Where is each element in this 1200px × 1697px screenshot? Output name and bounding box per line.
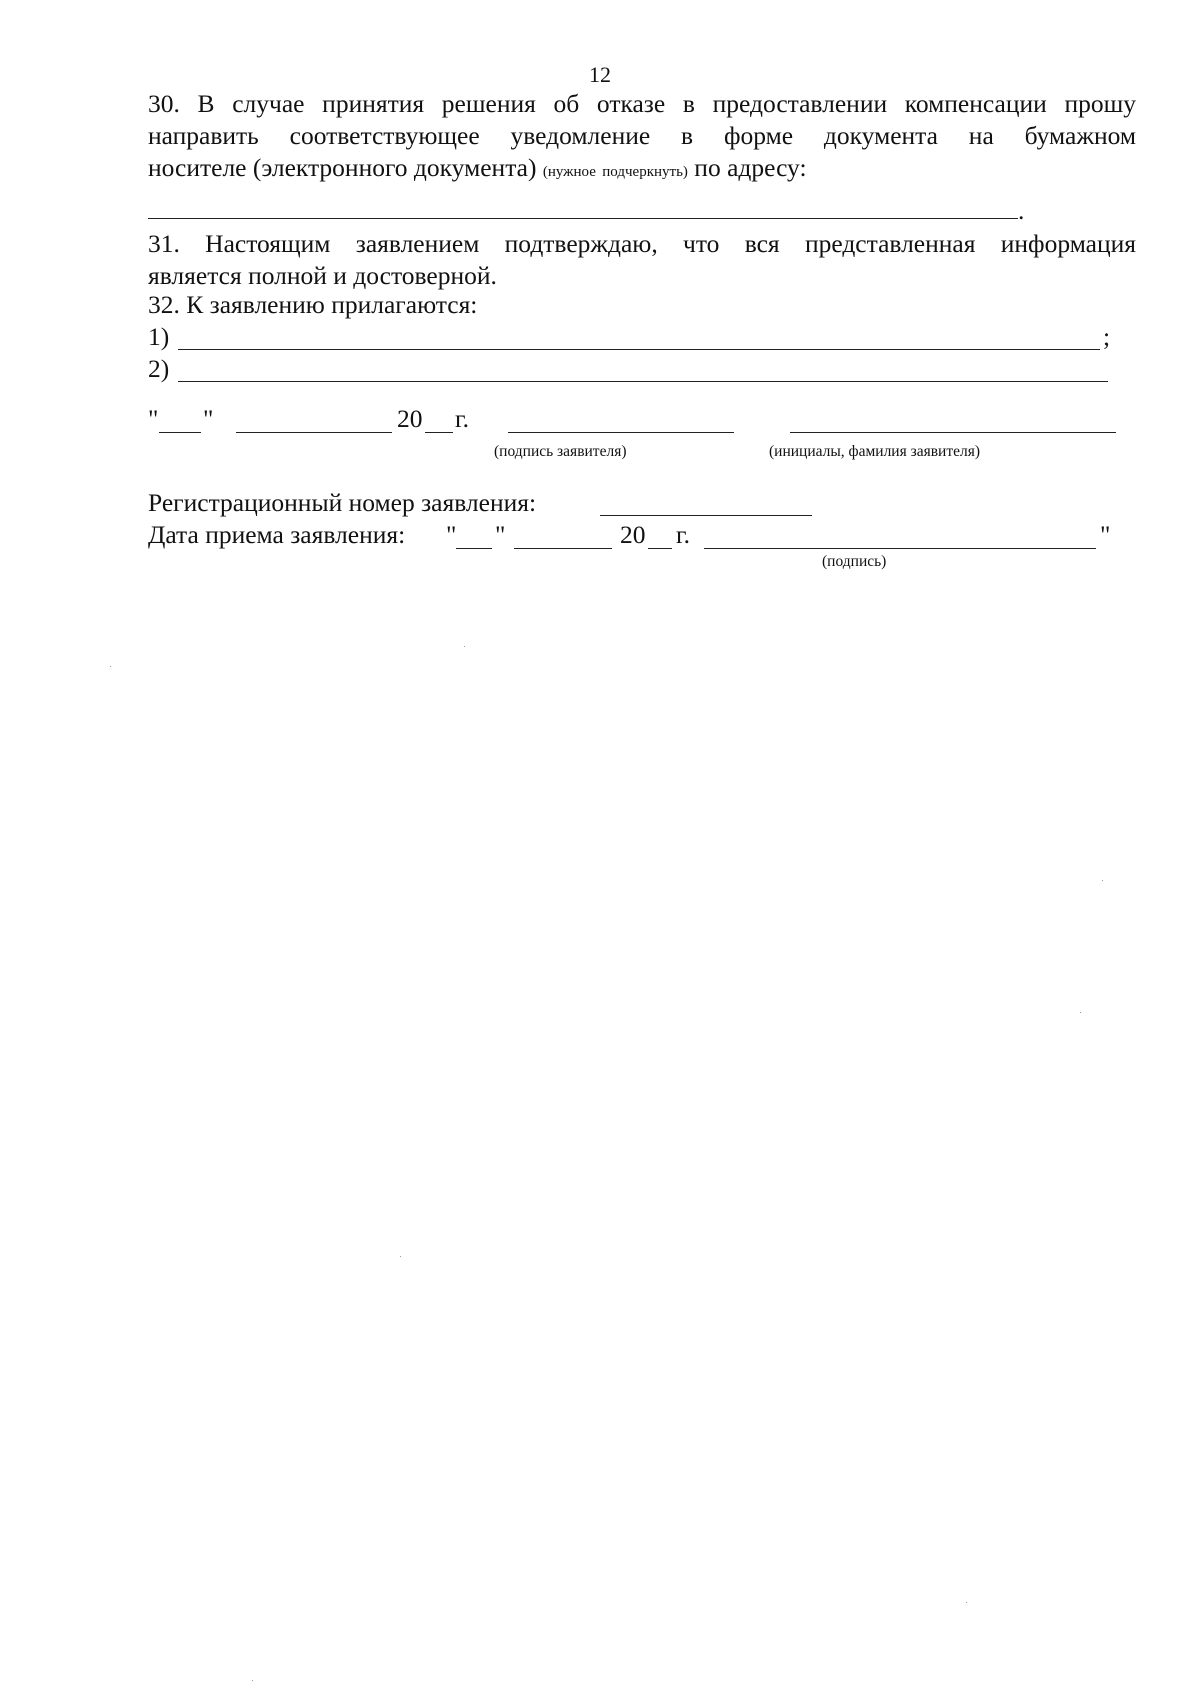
clause-30-line-2 [148,120,1136,152]
page-number: 12 [589,62,611,87]
attachment-1-label: 1) [148,322,170,351]
attachment-2-label: 2) [148,354,170,383]
note-nuzhnoe: (нужное [542,164,596,180]
word-nositele: носителе [148,153,247,182]
word-po: по [694,153,721,182]
date-quote-open: " [148,404,159,433]
clause-31-line-1 [148,228,1136,260]
clause-30-line-3 [148,152,1136,188]
date-year-suffix: г. [455,404,469,433]
registration-date-label: Дата приема заявления: [148,520,406,549]
registration-date-month-line[interactable] [514,548,612,549]
date-year-prefix: 20 [397,404,423,433]
caption-registration-signature: (подпись) [822,553,887,570]
scan-speck [252,1680,253,1681]
clause-30-line-1-text: 30. В случае принятия решения об отказе в предоставлении компенсации прошу [148,89,1136,118]
registration-date-year-suffix: г. [676,520,690,549]
address-line-end: . [1018,196,1025,225]
attachment-2-line[interactable] [178,381,1108,382]
scan-speck [110,666,111,667]
attachment-1-end: ; [1103,322,1111,351]
registration-date-year-line[interactable] [648,548,672,549]
clause-30-line-2-text: направить соответствующее уведомление в форме документа на бумажном [148,121,1136,150]
registration-date-quote-close: " [495,520,506,549]
clause-32-heading: 32. К заявлению прилагаются: [148,290,478,319]
date-quote-close: " [203,404,214,433]
scan-speck [464,646,465,647]
clause-31 [148,228,1136,292]
date-day-line[interactable] [159,432,201,433]
attachment-1-line[interactable] [178,349,1100,350]
registration-number-label: Регистрационный номер заявления: [148,488,537,517]
note-podcherknut: подчеркнуть) [602,164,688,180]
scan-speck [966,1602,967,1603]
scan-speck [400,1256,401,1257]
registration-date-year-prefix: 20 [620,520,646,549]
address-line[interactable] [148,218,1018,219]
applicant-name-line[interactable] [790,432,1116,433]
scan-speck [1080,1012,1081,1013]
registration-signature-line[interactable] [704,548,1096,549]
registration-date-day-line[interactable] [456,548,492,549]
registration-number-line[interactable] [600,515,812,516]
applicant-signature-line[interactable] [508,432,734,433]
date-year-line[interactable] [425,432,453,433]
caption-applicant-signature: (подпись заявителя) [494,443,627,460]
word-dokumenta: документа) [413,153,537,182]
word-adresu: адресу: [727,153,807,182]
clause-30-line-1 [148,88,1136,120]
registration-date-quote-open: " [446,520,457,549]
date-month-line[interactable] [236,432,392,433]
clause-31-line-2: является полной и достоверной. [148,261,497,290]
clause-30 [148,88,1136,188]
word-electronnogo: (электронного [252,153,408,182]
caption-applicant-name: (инициалы, фамилия заявителя) [769,443,981,460]
registration-trailing-quote: " [1100,520,1111,549]
scan-speck [1102,880,1103,881]
clause-31-line-1-text: 31. Настоящим заявлением подтверждаю, что вся представленная информация [148,229,1136,258]
